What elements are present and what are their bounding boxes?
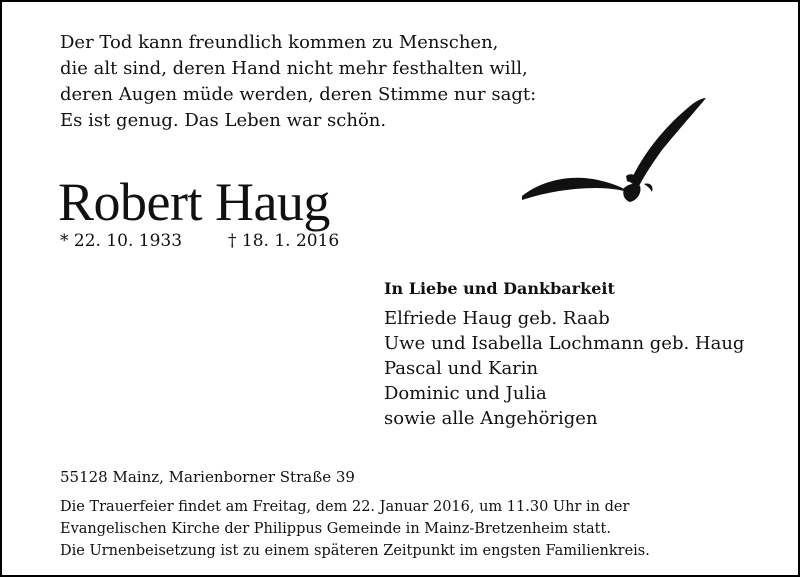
deceased-name: Robert Haug <box>58 172 330 232</box>
mourner-name: Pascal und Karin <box>384 358 539 379</box>
address: 55128 Mainz, Marienborner Straße 39 <box>60 468 355 486</box>
poem <box>60 30 536 134</box>
mourner-name: Dominic und Julia <box>384 383 547 404</box>
bird-brushstroke-icon <box>512 84 712 214</box>
mourner-name: Uwe und Isabella Lochmann geb. Haug <box>384 333 745 354</box>
poem-line: die alt sind, deren Hand nicht mehr festhalten will, <box>60 58 528 79</box>
notice-line: Evangelischen Kirche der Philippus Gemeinde in Mainz-Bretzenheim statt. <box>60 521 611 537</box>
funeral-notice <box>60 496 650 562</box>
mourner-name: Elfriede Haug geb. Raab <box>384 308 610 329</box>
death-date: † 18. 1. 2016 <box>228 231 340 251</box>
mourners-block <box>384 278 744 431</box>
notice-line: Die Trauerfeier findet am Freitag, dem 22. Januar 2016, um 11.30 Uhr in der <box>60 499 630 515</box>
poem-line: Es ist genug. Das Leben war schön. <box>60 110 387 131</box>
notice-line: Die Urnenbeisetzung ist zu einem späteren Zeitpunkt im engsten Familienkreis. <box>60 543 650 559</box>
mourners-list <box>384 306 744 431</box>
poem-line: deren Augen müde werden, deren Stimme nur sagt: <box>60 84 537 105</box>
birth-date: * 22. 10. 1933 <box>60 231 183 251</box>
mourners-heading: In Liebe und Dankbarkeit <box>384 279 615 298</box>
mourner-name: sowie alle Angehörigen <box>384 408 598 429</box>
poem-line: Der Tod kann freundlich kommen zu Menschen, <box>60 32 499 53</box>
